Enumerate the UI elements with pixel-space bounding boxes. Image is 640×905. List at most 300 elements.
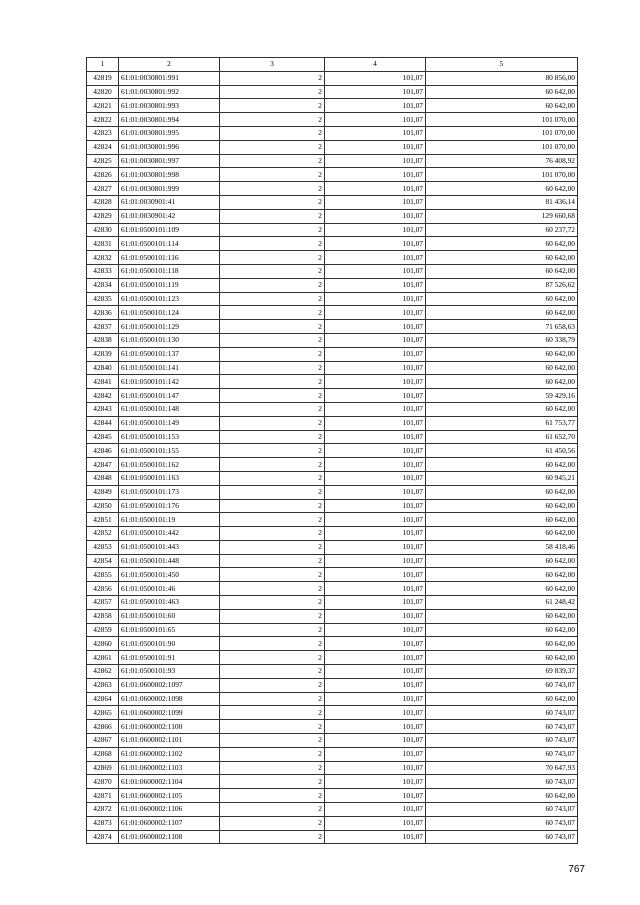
- table-cell-col-2: 61:01:0500101:153: [119, 430, 220, 444]
- table-cell-col-4: 101,07: [325, 582, 426, 596]
- table-cell-col-3: 2: [220, 734, 325, 748]
- table-cell-col-4: 101,07: [325, 499, 426, 513]
- table-cell-col-1: 42853: [87, 540, 119, 554]
- table-row: [87, 499, 578, 513]
- table-cell-col-2: 61:01:0500101:442: [119, 527, 220, 541]
- table-cell-col-5: 61 753,77: [426, 416, 578, 430]
- table-cell-col-1: 42861: [87, 651, 119, 665]
- table-cell-col-2: 61:01:0500101:162: [119, 458, 220, 472]
- table-row: [87, 651, 578, 665]
- table-cell-col-3: 2: [220, 444, 325, 458]
- table-cell-col-2: 61:01:0500101:91: [119, 651, 220, 665]
- table-cell-col-4: 101,07: [325, 596, 426, 610]
- table-cell-col-4: 101,07: [325, 692, 426, 706]
- table-cell-col-1: 42832: [87, 251, 119, 265]
- table-row: [87, 554, 578, 568]
- table-cell-col-4: 101,07: [325, 734, 426, 748]
- table-cell-col-5: 60 743,07: [426, 734, 578, 748]
- table-cell-col-3: 2: [220, 320, 325, 334]
- table-cell-col-3: 2: [220, 113, 325, 127]
- table-cell-col-3: 2: [220, 292, 325, 306]
- table-cell-col-1: 42845: [87, 430, 119, 444]
- table-cell-col-2: 61:01:0500101:450: [119, 568, 220, 582]
- table-cell-col-5: 60 642,00: [426, 554, 578, 568]
- table-cell-col-2: 61:01:0030801:998: [119, 168, 220, 182]
- table-cell-col-5: 60 642,00: [426, 402, 578, 416]
- table-cell-col-3: 2: [220, 140, 325, 154]
- table-cell-col-1: 42823: [87, 126, 119, 140]
- table-cell-col-3: 2: [220, 637, 325, 651]
- table-cell-col-3: 2: [220, 430, 325, 444]
- table-cell-col-5: 60 642,00: [426, 651, 578, 665]
- table-cell-col-4: 101,07: [325, 154, 426, 168]
- table-row: [87, 830, 578, 844]
- table-cell-col-4: 101,07: [325, 637, 426, 651]
- table-cell-col-1: 42822: [87, 113, 119, 127]
- table-cell-col-5: 101 070,00: [426, 140, 578, 154]
- table-cell-col-2: 61:01:0500101:142: [119, 375, 220, 389]
- table-cell-col-1: 42856: [87, 582, 119, 596]
- table-cell-col-4: 101,07: [325, 140, 426, 154]
- table-cell-col-1: 42839: [87, 347, 119, 361]
- table-cell-col-5: 60 642,00: [426, 789, 578, 803]
- table-cell-col-2: 61:01:0600002:1097: [119, 678, 220, 692]
- table-cell-col-2: 61:01:0600002:1106: [119, 803, 220, 817]
- table-cell-col-3: 2: [220, 71, 325, 85]
- table-cell-col-4: 101,07: [325, 458, 426, 472]
- table-cell-col-4: 101,07: [325, 333, 426, 347]
- table-cell-col-5: 60 642,00: [426, 458, 578, 472]
- table-row: [87, 85, 578, 99]
- table-cell-col-5: 60 642,00: [426, 513, 578, 527]
- table-cell-col-4: 101,07: [325, 85, 426, 99]
- table-cell-col-1: 42854: [87, 554, 119, 568]
- table-cell-col-1: 42847: [87, 458, 119, 472]
- table-cell-col-5: 59 429,16: [426, 389, 578, 403]
- table-row: [87, 471, 578, 485]
- table-cell-col-1: 42830: [87, 223, 119, 237]
- table-cell-col-3: 2: [220, 458, 325, 472]
- table-cell-col-3: 2: [220, 361, 325, 375]
- table-cell-col-2: 61:01:0500101:130: [119, 333, 220, 347]
- table-row: [87, 416, 578, 430]
- table-row: [87, 637, 578, 651]
- table-cell-col-2: 61:01:0500101:443: [119, 540, 220, 554]
- table-row: [87, 209, 578, 223]
- table-cell-col-3: 2: [220, 596, 325, 610]
- table-cell-col-2: 61:01:0600002:1107: [119, 816, 220, 830]
- table-cell-col-4: 101,07: [325, 830, 426, 844]
- table-cell-col-2: 61:01:0600002:1105: [119, 789, 220, 803]
- table-cell-col-5: 60 945,21: [426, 471, 578, 485]
- table-cell-col-1: 42841: [87, 375, 119, 389]
- table-cell-col-1: 42840: [87, 361, 119, 375]
- table-cell-col-4: 101,07: [325, 554, 426, 568]
- table-cell-col-5: 60 642,00: [426, 292, 578, 306]
- table-row: [87, 126, 578, 140]
- table-cell-col-5: 101 070,00: [426, 113, 578, 127]
- table-cell-col-4: 101,07: [325, 264, 426, 278]
- table-cell-col-5: 60 642,00: [426, 375, 578, 389]
- table-row: [87, 692, 578, 706]
- table-cell-col-2: 61:01:0030801:992: [119, 85, 220, 99]
- table-cell-col-2: 61:01:0500101:147: [119, 389, 220, 403]
- table-cell-col-4: 101,07: [325, 720, 426, 734]
- table-cell-col-3: 2: [220, 720, 325, 734]
- table-cell-col-4: 101,07: [325, 375, 426, 389]
- page-number: 767: [568, 864, 585, 875]
- table-cell-col-1: 42827: [87, 182, 119, 196]
- table-cell-col-5: 60 743,07: [426, 830, 578, 844]
- table-row: [87, 182, 578, 196]
- table-cell-col-4: 101,07: [325, 789, 426, 803]
- table-cell-col-5: 60 642,00: [426, 251, 578, 265]
- table-row: [87, 195, 578, 209]
- table-cell-col-3: 2: [220, 775, 325, 789]
- table-cell-col-2: 61:01:0500101:124: [119, 306, 220, 320]
- table-row: [87, 292, 578, 306]
- table-cell-col-2: 61:01:0600002:1103: [119, 761, 220, 775]
- table-row: [87, 734, 578, 748]
- table-row: [87, 251, 578, 265]
- table-cell-col-4: 101,07: [325, 416, 426, 430]
- table-cell-col-3: 2: [220, 251, 325, 265]
- column-header-4: 4: [325, 58, 426, 72]
- table-body: [87, 71, 578, 844]
- table-cell-col-3: 2: [220, 85, 325, 99]
- table-cell-col-3: 2: [220, 678, 325, 692]
- table-cell-col-3: 2: [220, 513, 325, 527]
- table-cell-col-4: 101,07: [325, 237, 426, 251]
- table-cell-col-2: 61:01:0030801:995: [119, 126, 220, 140]
- table-cell-col-3: 2: [220, 623, 325, 637]
- table-cell-col-5: 60 743,07: [426, 747, 578, 761]
- table-cell-col-3: 2: [220, 568, 325, 582]
- table-cell-col-3: 2: [220, 306, 325, 320]
- column-header-2: 2: [119, 58, 220, 72]
- table-cell-col-5: 71 658,63: [426, 320, 578, 334]
- table-row: [87, 71, 578, 85]
- table-cell-col-5: 60 642,00: [426, 637, 578, 651]
- table-cell-col-5: 60 338,79: [426, 333, 578, 347]
- table-cell-col-1: 42874: [87, 830, 119, 844]
- table-cell-col-2: 61:01:0030801:999: [119, 182, 220, 196]
- table-cell-col-5: 60 743,07: [426, 775, 578, 789]
- table-cell-col-2: 61:01:0030801:993: [119, 99, 220, 113]
- table-row: [87, 485, 578, 499]
- table-cell-col-1: 42852: [87, 527, 119, 541]
- table-cell-col-1: 42824: [87, 140, 119, 154]
- table-row: [87, 513, 578, 527]
- table-cell-col-4: 101,07: [325, 527, 426, 541]
- table-cell-col-2: 61:01:0500101:19: [119, 513, 220, 527]
- table-row: [87, 789, 578, 803]
- table-cell-col-4: 101,07: [325, 251, 426, 265]
- table-cell-col-4: 101,07: [325, 444, 426, 458]
- table-cell-col-1: 42819: [87, 71, 119, 85]
- table-cell-col-3: 2: [220, 168, 325, 182]
- table-row: [87, 609, 578, 623]
- table-cell-col-4: 101,07: [325, 126, 426, 140]
- table-cell-col-4: 101,07: [325, 292, 426, 306]
- table-row: [87, 278, 578, 292]
- table-cell-col-3: 2: [220, 347, 325, 361]
- table-cell-col-1: 42862: [87, 665, 119, 679]
- table-cell-col-2: 61:01:0600002:1102: [119, 747, 220, 761]
- table-row: [87, 527, 578, 541]
- table-row: [87, 623, 578, 637]
- table-cell-col-1: 42851: [87, 513, 119, 527]
- table-row: [87, 347, 578, 361]
- table-cell-col-5: 60 642,00: [426, 99, 578, 113]
- table-cell-col-1: 42855: [87, 568, 119, 582]
- table-cell-col-4: 101,07: [325, 775, 426, 789]
- table-row: [87, 665, 578, 679]
- table-cell-col-3: 2: [220, 195, 325, 209]
- table-row: [87, 140, 578, 154]
- table-cell-col-5: 60 642,00: [426, 499, 578, 513]
- table-cell-col-2: 61:01:0500101:60: [119, 609, 220, 623]
- column-header-3: 3: [220, 58, 325, 72]
- table-cell-col-1: 42828: [87, 195, 119, 209]
- table-cell-col-5: 70 647,93: [426, 761, 578, 775]
- table-cell-col-2: 61:01:0500101:149: [119, 416, 220, 430]
- table-row: [87, 444, 578, 458]
- table-cell-col-4: 101,07: [325, 99, 426, 113]
- table-cell-col-2: 61:01:0500101:173: [119, 485, 220, 499]
- table-row: [87, 320, 578, 334]
- table-cell-col-3: 2: [220, 471, 325, 485]
- table-cell-col-3: 2: [220, 830, 325, 844]
- table-row: [87, 816, 578, 830]
- table-cell-col-2: 61:01:0600002:1104: [119, 775, 220, 789]
- table-cell-col-5: 81 436,14: [426, 195, 578, 209]
- table-cell-col-1: 42867: [87, 734, 119, 748]
- table-cell-col-1: 42820: [87, 85, 119, 99]
- table-cell-col-3: 2: [220, 651, 325, 665]
- table-cell-col-2: 61:01:0500101:148: [119, 402, 220, 416]
- table-cell-col-4: 101,07: [325, 182, 426, 196]
- table-row: [87, 747, 578, 761]
- table-cell-col-4: 101,07: [325, 113, 426, 127]
- table-cell-col-1: 42863: [87, 678, 119, 692]
- table-row: [87, 361, 578, 375]
- table-cell-col-2: 61:01:0500101:129: [119, 320, 220, 334]
- table-row: [87, 458, 578, 472]
- table-cell-col-5: 60 743,07: [426, 816, 578, 830]
- table-cell-col-2: 61:01:0500101:93: [119, 665, 220, 679]
- table-cell-col-5: 76 408,92: [426, 154, 578, 168]
- table-row: [87, 113, 578, 127]
- table-cell-col-2: 61:01:0030801:994: [119, 113, 220, 127]
- table-cell-col-5: 101 070,00: [426, 126, 578, 140]
- table-row: [87, 720, 578, 734]
- column-header-1: 1: [87, 58, 119, 72]
- table-cell-col-5: 60 642,00: [426, 306, 578, 320]
- table-cell-col-1: 42859: [87, 623, 119, 637]
- table-cell-col-1: 42865: [87, 706, 119, 720]
- table-cell-col-4: 101,07: [325, 678, 426, 692]
- table-cell-col-1: 42849: [87, 485, 119, 499]
- table-cell-col-5: 60 642,00: [426, 568, 578, 582]
- table-cell-col-2: 61:01:0030801:991: [119, 71, 220, 85]
- table-row: [87, 761, 578, 775]
- table-cell-col-4: 101,07: [325, 761, 426, 775]
- table-cell-col-5: 60 743,07: [426, 803, 578, 817]
- table-cell-col-1: 42844: [87, 416, 119, 430]
- table-cell-col-5: 60 642,00: [426, 527, 578, 541]
- table-cell-col-3: 2: [220, 402, 325, 416]
- table-cell-col-3: 2: [220, 609, 325, 623]
- table-cell-col-2: 61:01:0500101:448: [119, 554, 220, 568]
- table-cell-col-1: 42843: [87, 402, 119, 416]
- table-cell-col-5: 61 450,56: [426, 444, 578, 458]
- table-cell-col-4: 101,07: [325, 361, 426, 375]
- table-cell-col-4: 101,07: [325, 651, 426, 665]
- table-cell-col-5: 129 660,68: [426, 209, 578, 223]
- table-row: [87, 596, 578, 610]
- table-cell-col-4: 101,07: [325, 665, 426, 679]
- table-cell-col-1: 42869: [87, 761, 119, 775]
- table-cell-col-5: 87 526,62: [426, 278, 578, 292]
- table-cell-col-2: 61:01:0500101:141: [119, 361, 220, 375]
- table-cell-col-4: 101,07: [325, 306, 426, 320]
- table-cell-col-2: 61:01:0500101:163: [119, 471, 220, 485]
- table-cell-col-1: 42848: [87, 471, 119, 485]
- table-cell-col-2: 61:01:0030901:42: [119, 209, 220, 223]
- table-cell-col-3: 2: [220, 126, 325, 140]
- table-cell-col-3: 2: [220, 223, 325, 237]
- table-cell-col-4: 101,07: [325, 278, 426, 292]
- table-cell-col-1: 42821: [87, 99, 119, 113]
- table-cell-col-2: 61:01:0600002:1101: [119, 734, 220, 748]
- table-cell-col-3: 2: [220, 499, 325, 513]
- table-cell-col-4: 101,07: [325, 816, 426, 830]
- table-row: [87, 540, 578, 554]
- table-cell-col-1: 42826: [87, 168, 119, 182]
- table-cell-col-2: 61:01:0600002:1108: [119, 830, 220, 844]
- table-cell-col-3: 2: [220, 416, 325, 430]
- table-cell-col-4: 101,07: [325, 623, 426, 637]
- table-header-row: [87, 58, 578, 72]
- table-cell-col-2: 61:01:0500101:119: [119, 278, 220, 292]
- table-cell-col-3: 2: [220, 485, 325, 499]
- table-cell-col-2: 61:01:0600002:1099: [119, 706, 220, 720]
- table-cell-col-3: 2: [220, 816, 325, 830]
- table-cell-col-3: 2: [220, 540, 325, 554]
- table-cell-col-4: 101,07: [325, 485, 426, 499]
- table-row: [87, 402, 578, 416]
- table-cell-col-2: 61:01:0500101:114: [119, 237, 220, 251]
- cadastral-value-table: [86, 57, 578, 844]
- table-row: [87, 389, 578, 403]
- table-cell-col-5: 101 070,00: [426, 168, 578, 182]
- table-cell-col-1: 42833: [87, 264, 119, 278]
- table-cell-col-2: 61:01:0500101:65: [119, 623, 220, 637]
- table-cell-col-2: 61:01:0500101:176: [119, 499, 220, 513]
- table-cell-col-5: 60 642,00: [426, 485, 578, 499]
- table-row: [87, 568, 578, 582]
- table-row: [87, 582, 578, 596]
- table-row: [87, 375, 578, 389]
- table-cell-col-4: 101,07: [325, 320, 426, 334]
- table-row: [87, 154, 578, 168]
- table-cell-col-2: 61:01:0500101:90: [119, 637, 220, 651]
- table-cell-col-5: 60 642,00: [426, 85, 578, 99]
- table-cell-col-3: 2: [220, 209, 325, 223]
- table-cell-col-4: 101,07: [325, 402, 426, 416]
- column-header-5: 5: [426, 58, 578, 72]
- table-cell-col-4: 101,07: [325, 389, 426, 403]
- table-cell-col-5: 60 642,00: [426, 237, 578, 251]
- table-cell-col-1: 42857: [87, 596, 119, 610]
- table-cell-col-5: 60 743,07: [426, 706, 578, 720]
- table-cell-col-4: 101,07: [325, 803, 426, 817]
- table-cell-col-2: 61:01:0500101:123: [119, 292, 220, 306]
- table-cell-col-2: 61:01:0600002:1098: [119, 692, 220, 706]
- table-cell-col-3: 2: [220, 278, 325, 292]
- table-cell-col-1: 42864: [87, 692, 119, 706]
- table-cell-col-2: 61:01:0500101:46: [119, 582, 220, 596]
- table-cell-col-5: 60 642,00: [426, 361, 578, 375]
- table-row: [87, 99, 578, 113]
- table-cell-col-5: 58 418,46: [426, 540, 578, 554]
- table-row: [87, 237, 578, 251]
- table-cell-col-1: 42835: [87, 292, 119, 306]
- table-row: [87, 775, 578, 789]
- table-cell-col-4: 101,07: [325, 540, 426, 554]
- table-row: [87, 264, 578, 278]
- table-cell-col-3: 2: [220, 761, 325, 775]
- table-row: [87, 306, 578, 320]
- table-cell-col-3: 2: [220, 527, 325, 541]
- table-cell-col-1: 42868: [87, 747, 119, 761]
- table-cell-col-2: 61:01:0500101:137: [119, 347, 220, 361]
- table-cell-col-1: 42870: [87, 775, 119, 789]
- table-cell-col-2: 61:01:0030901:41: [119, 195, 220, 209]
- table-cell-col-1: 42860: [87, 637, 119, 651]
- table-cell-col-5: 60 743,07: [426, 678, 578, 692]
- table-cell-col-2: 61:01:0500101:118: [119, 264, 220, 278]
- table-cell-col-2: 61:01:0500101:155: [119, 444, 220, 458]
- table-cell-col-1: 42871: [87, 789, 119, 803]
- table-row: [87, 678, 578, 692]
- table-cell-col-1: 42846: [87, 444, 119, 458]
- table-cell-col-5: 60 642,00: [426, 609, 578, 623]
- table-row: [87, 706, 578, 720]
- table-cell-col-4: 101,07: [325, 223, 426, 237]
- table-cell-col-5: 61 248,42: [426, 596, 578, 610]
- table-cell-col-3: 2: [220, 706, 325, 720]
- table-cell-col-5: 60 642,00: [426, 692, 578, 706]
- table-cell-col-4: 101,07: [325, 471, 426, 485]
- table-cell-col-3: 2: [220, 789, 325, 803]
- table-cell-col-3: 2: [220, 692, 325, 706]
- table-cell-col-4: 101,07: [325, 209, 426, 223]
- table-cell-col-1: 42825: [87, 154, 119, 168]
- table-cell-col-3: 2: [220, 747, 325, 761]
- table-cell-col-1: 42873: [87, 816, 119, 830]
- table-cell-col-2: 61:01:0500101:463: [119, 596, 220, 610]
- table-cell-col-1: 42866: [87, 720, 119, 734]
- table-cell-col-1: 42831: [87, 237, 119, 251]
- table-cell-col-3: 2: [220, 237, 325, 251]
- table-cell-col-3: 2: [220, 554, 325, 568]
- table-cell-col-1: 42858: [87, 609, 119, 623]
- table-cell-col-2: 61:01:0500101:116: [119, 251, 220, 265]
- table-cell-col-4: 101,07: [325, 195, 426, 209]
- table-row: [87, 803, 578, 817]
